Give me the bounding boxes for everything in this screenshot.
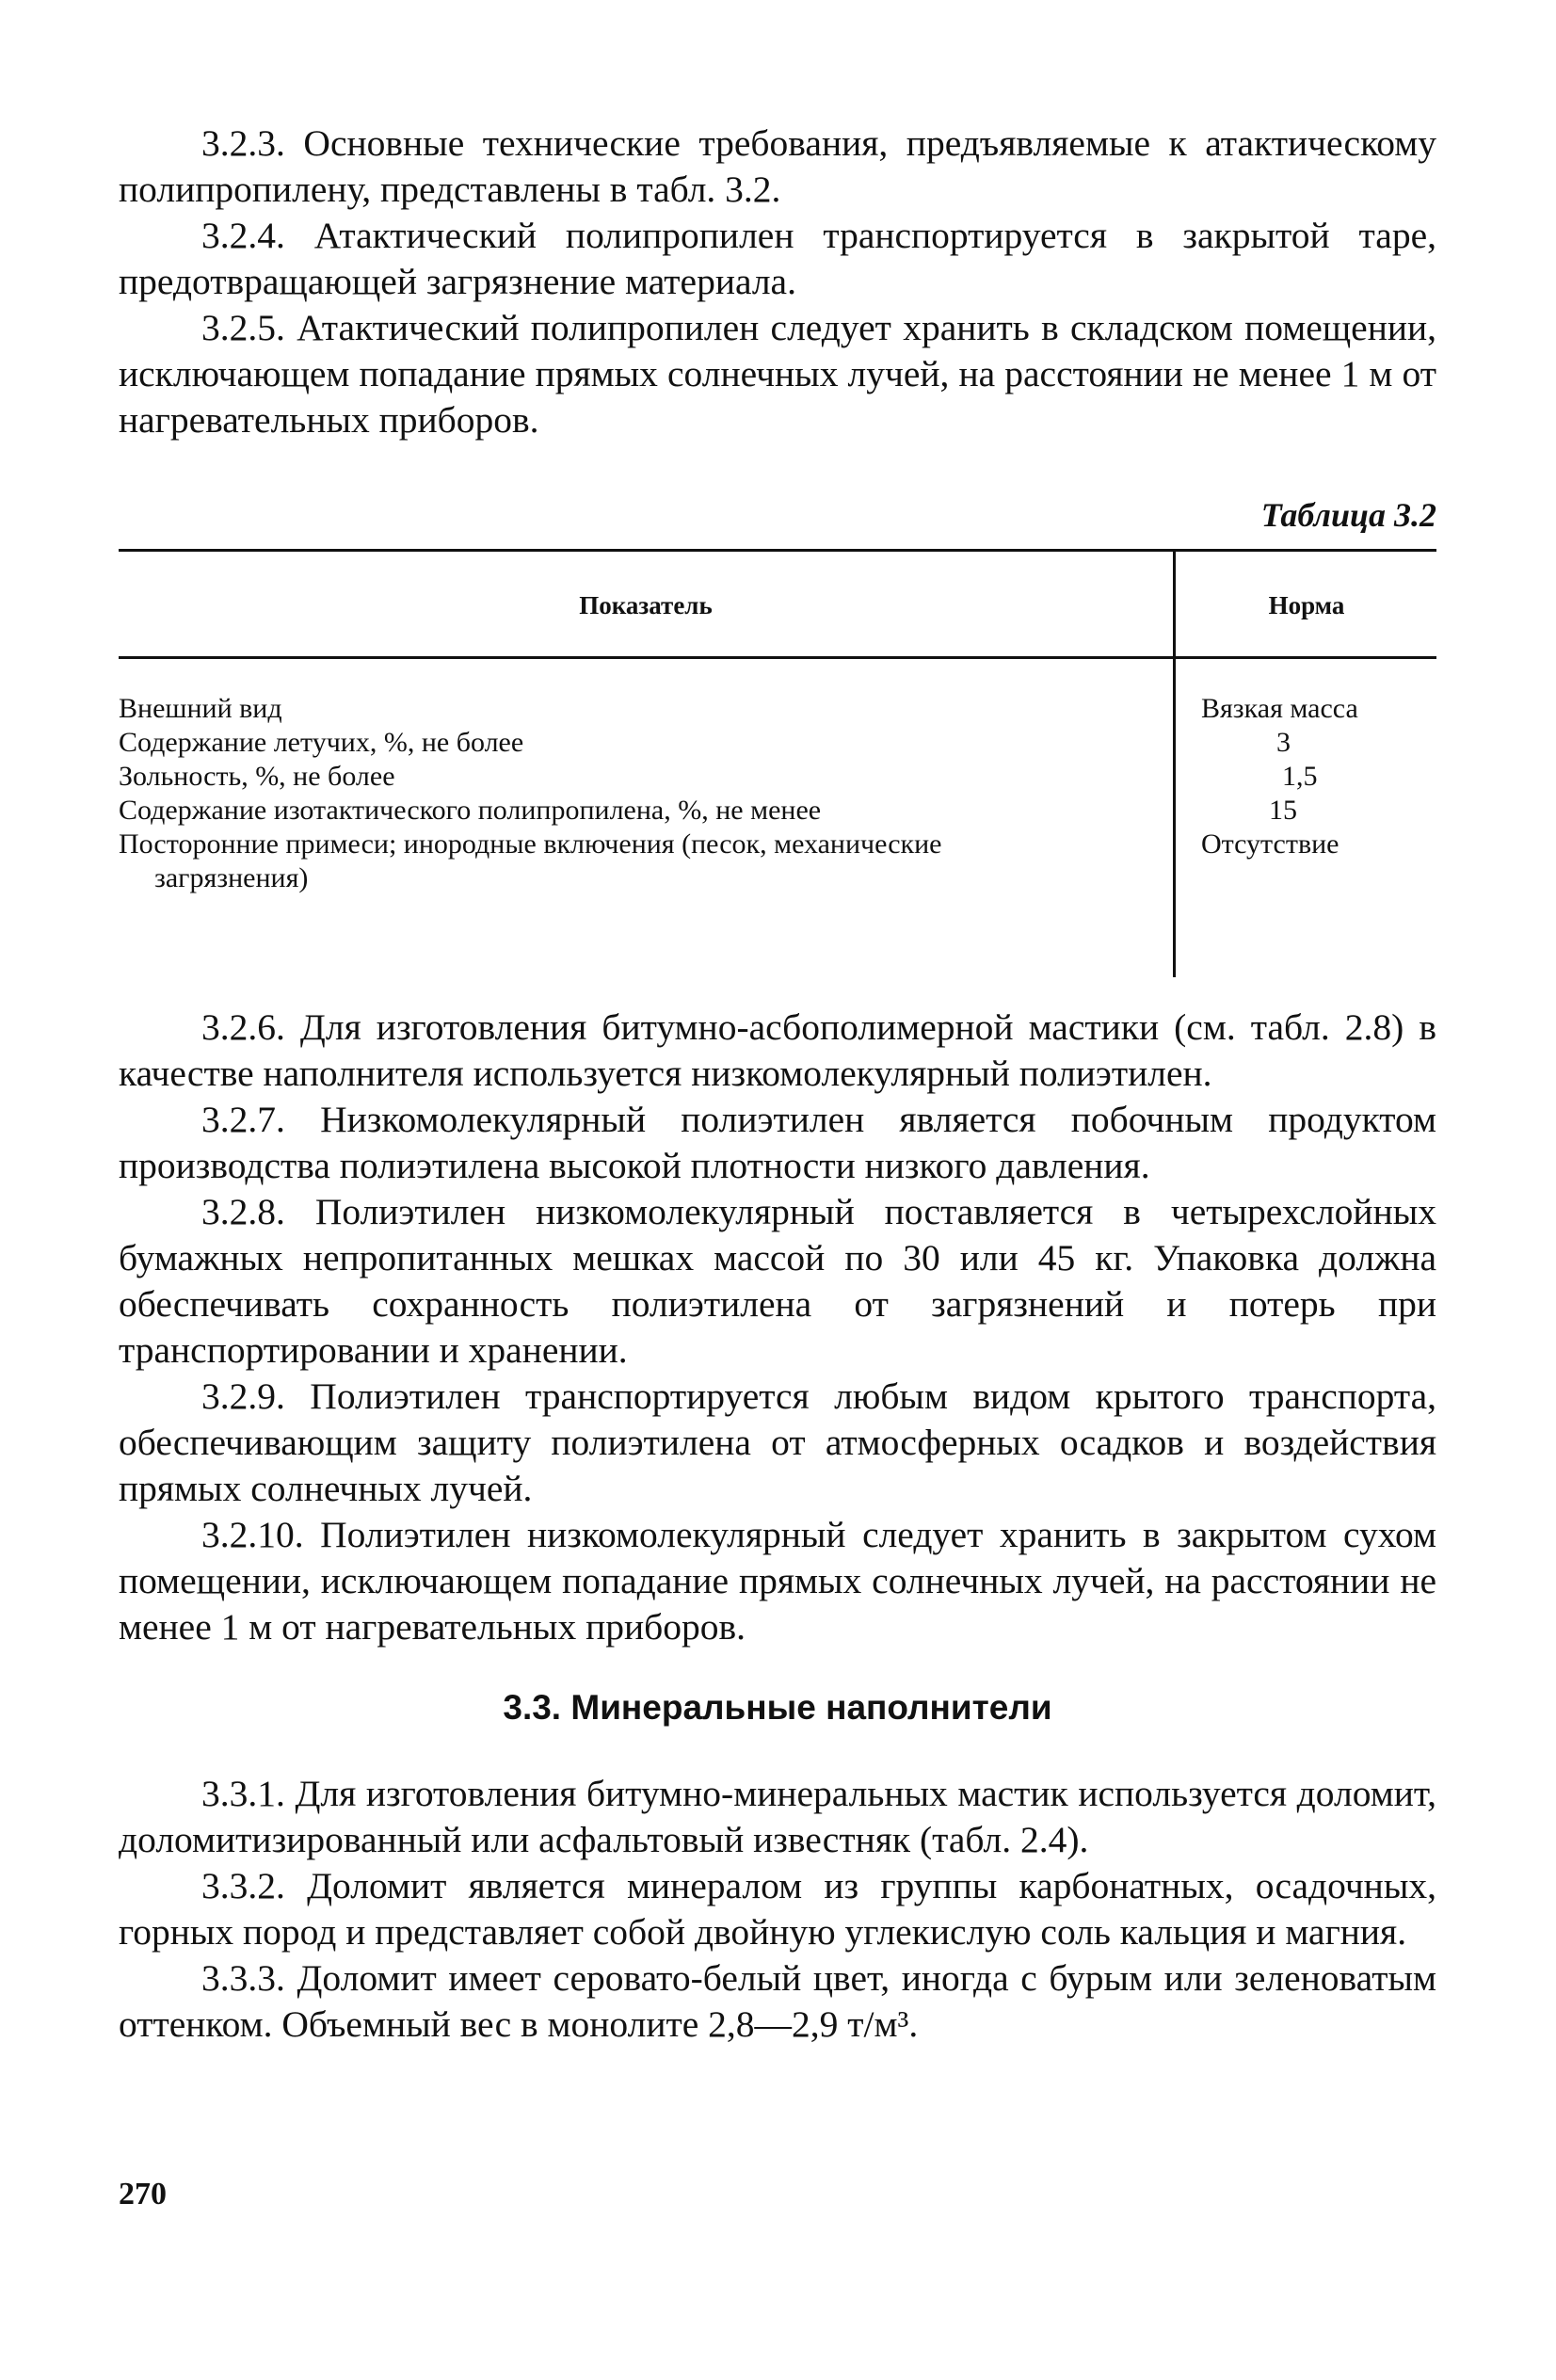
norm-cell: 3 [1276, 727, 1291, 758]
norm-cell: 15 [1269, 795, 1297, 826]
paragraph-3-2-9: 3.2.9. Полиэтилен транспортируется любым видом крытого транспорта, обеспечивающим защиту полиэтилена от атмосферных осадков и воздействия прямых солнечных лучей. [119, 1375, 1436, 1509]
paragraph-3-3-2: 3.3.2. Доломит является минералом из группы карбонатных, осадочных, горных пород и представляет собой двойную углекислую соль кальция и магния. [119, 1865, 1436, 1953]
table-row [119, 794, 1436, 828]
top-section [119, 121, 1436, 443]
paragraph-3-3-1: 3.3.1. Для изготовления битумно-минеральных мастик используется доломит, доломитизированный или асфальтовый известняк (табл. 2.4). [119, 1773, 1436, 1860]
paragraph-3-2-6: 3.2.6. Для изготовления битумно-асбополимерной мастики (см. табл. 2.8) в качестве наполнителя используется низкомолекулярный полиэтилен. [119, 1006, 1436, 1094]
norm-cell: Вязкая масса [1201, 693, 1358, 724]
paragraph-3-3-3: 3.3.3. Доломит имеет серовато-белый цвет, иногда с бурым или зеленоватым оттенком. Объемный вес в монолите 2,8—2,9 т/м³. [119, 1957, 1436, 2045]
paragraph-3-2-3: 3.2.3. Основные технические требования, предъявляемые к атактическому полипропилену, представлены в табл. 3.2. [119, 122, 1436, 210]
table-row [119, 828, 1436, 895]
paragraph-3-2-8: 3.2.8. Полиэтилен низкомолекулярный поставляется в четырехслойных бумажных непропитанных мешках массой по 30 или 45 кг. Упаковка должна обеспечивать сохранность полиэтилена от загрязнений и потерь при транспортировании и хранении. [119, 1191, 1436, 1371]
indicator-cell: Содержание летучих, %, не более [119, 727, 524, 758]
paragraph-3-2-5: 3.2.5. Атактический полипропилен следует хранить в складском помещении, исключающем попадание прямых солнечных лучей, на расстоянии не менее 1 м от нагревательных приборов. [119, 307, 1436, 441]
table-caption: Таблица 3.2 [1260, 496, 1436, 534]
table-body [119, 692, 1436, 895]
table-row [119, 726, 1436, 760]
norm-cell: Отсутствие [1201, 828, 1339, 860]
paragraph-3-2-10: 3.2.10. Полиэтилен низкомолекулярный следует хранить в закрытом сухом помещении, исключающем попадание прямых солнечных лучей, на расстоянии не менее 1 м от нагревательных приборов. [119, 1514, 1436, 1648]
paragraph-3-2-7: 3.2.7. Низкомолекулярный полиэтилен является побочным продуктом производства полиэтилена высокой плотности низкого давления. [119, 1099, 1436, 1186]
indicator-cell: Посторонние примеси; инородные включения (песок, механические [119, 828, 942, 860]
specs-table [119, 549, 1436, 982]
paragraph-3-2-4: 3.2.4. Атактический полипропилен транспортируется в закрытой таре, предотвращающей загрязнение материала. [119, 215, 1436, 302]
norm-cell: 1,5 [1282, 761, 1318, 792]
indicator-cell-continued: загрязнения) [154, 862, 309, 893]
table-row [119, 692, 1436, 726]
section-heading: 3.3. Минеральные наполнители [503, 1688, 1052, 1727]
table-top-rule [119, 549, 1436, 552]
indicator-cell: Внешний вид [119, 693, 282, 724]
page-number: 270 [119, 2177, 167, 2211]
indicator-cell: Содержание изотактического полипропилена, %, не менее [119, 795, 822, 826]
table-row [119, 760, 1436, 794]
main-section [119, 1005, 1436, 2048]
table-header-indicator: Показатель [579, 591, 713, 619]
table-header-norm: Норма [1268, 591, 1345, 619]
indicator-cell: Зольность, %, не более [119, 761, 395, 792]
table-header-rule [119, 656, 1436, 659]
